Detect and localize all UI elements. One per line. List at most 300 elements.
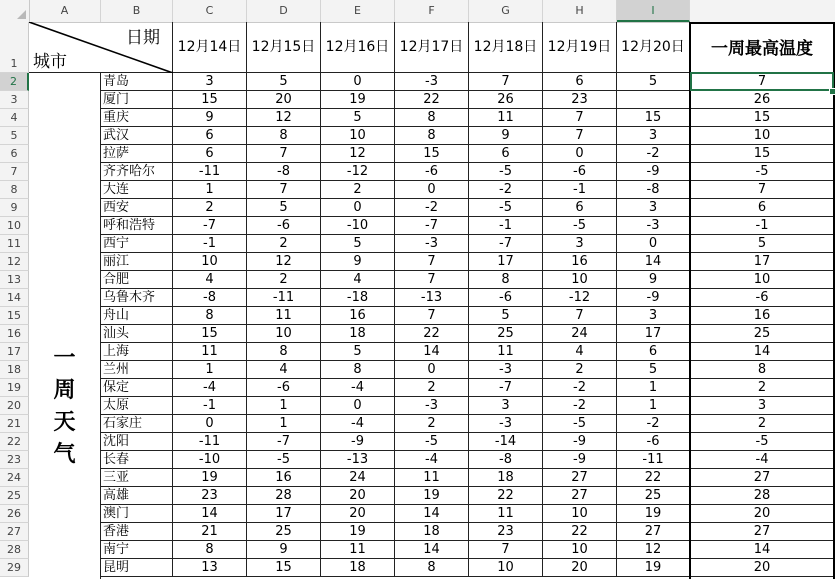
- column-header-d[interactable]: D: [247, 0, 321, 22]
- temperature-cell[interactable]: -3: [395, 397, 469, 415]
- temperature-cell[interactable]: 10: [543, 541, 617, 559]
- temperature-cell[interactable]: 6: [617, 343, 690, 361]
- temperature-cell[interactable]: 15: [395, 145, 469, 163]
- temperature-cell[interactable]: 4: [543, 343, 617, 361]
- temperature-cell[interactable]: 19: [321, 91, 395, 109]
- temperature-cell[interactable]: 10: [469, 559, 543, 577]
- temperature-cell[interactable]: 23: [469, 523, 543, 541]
- temperature-cell[interactable]: 0: [321, 73, 395, 91]
- temperature-cell[interactable]: 8: [395, 559, 469, 577]
- temperature-cell[interactable]: -4: [395, 451, 469, 469]
- row-header-18[interactable]: 18: [0, 361, 29, 379]
- weekly-max-cell[interactable]: 15: [690, 145, 835, 163]
- temperature-cell[interactable]: 15: [173, 91, 247, 109]
- temperature-cell[interactable]: -1: [173, 397, 247, 415]
- temperature-cell[interactable]: -11: [173, 163, 247, 181]
- temperature-cell[interactable]: -6: [543, 163, 617, 181]
- weekly-max-cell[interactable]: 14: [690, 343, 835, 361]
- weekly-max-cell[interactable]: 2: [690, 415, 835, 433]
- temperature-cell[interactable]: -14: [469, 433, 543, 451]
- weekly-max-cell[interactable]: 20: [690, 505, 835, 523]
- row-header-29[interactable]: 29: [0, 559, 29, 577]
- temperature-cell[interactable]: 14: [395, 541, 469, 559]
- city-cell[interactable]: 石家庄: [101, 415, 173, 433]
- date-header-6[interactable]: 12月19日: [543, 22, 617, 73]
- temperature-cell[interactable]: 4: [247, 361, 321, 379]
- date-header-1[interactable]: 12月14日: [173, 22, 247, 73]
- temperature-cell[interactable]: 12: [247, 253, 321, 271]
- temperature-cell[interactable]: 0: [395, 361, 469, 379]
- row-header-15[interactable]: 15: [0, 307, 29, 325]
- select-all-corner[interactable]: [0, 0, 30, 22]
- temperature-cell[interactable]: 5: [617, 73, 690, 91]
- temperature-cell[interactable]: 6: [543, 73, 617, 91]
- temperature-cell[interactable]: 16: [321, 307, 395, 325]
- city-cell[interactable]: 兰州: [101, 361, 173, 379]
- temperature-cell[interactable]: 10: [321, 127, 395, 145]
- temperature-cell[interactable]: 10: [543, 271, 617, 289]
- temperature-cell[interactable]: 14: [617, 253, 690, 271]
- city-cell[interactable]: 乌鲁木齐: [101, 289, 173, 307]
- temperature-cell[interactable]: -4: [173, 379, 247, 397]
- temperature-cell[interactable]: 6: [173, 145, 247, 163]
- city-cell[interactable]: 合肥: [101, 271, 173, 289]
- temperature-cell[interactable]: 1: [247, 415, 321, 433]
- city-cell[interactable]: 太原: [101, 397, 173, 415]
- temperature-cell[interactable]: 11: [469, 343, 543, 361]
- temperature-cell[interactable]: -6: [247, 379, 321, 397]
- temperature-cell[interactable]: 0: [617, 235, 690, 253]
- temperature-cell[interactable]: 2: [543, 361, 617, 379]
- temperature-cell[interactable]: 6: [543, 199, 617, 217]
- temperature-cell[interactable]: -6: [469, 289, 543, 307]
- temperature-cell[interactable]: -7: [469, 379, 543, 397]
- weekly-max-cell[interactable]: 25: [690, 325, 835, 343]
- weekly-max-cell[interactable]: 2: [690, 379, 835, 397]
- temperature-cell[interactable]: 11: [469, 109, 543, 127]
- temperature-cell[interactable]: 6: [173, 127, 247, 145]
- temperature-cell[interactable]: -3: [469, 415, 543, 433]
- row-header-5[interactable]: 5: [0, 127, 29, 145]
- weekly-max-cell[interactable]: 20: [690, 559, 835, 577]
- temperature-cell[interactable]: 10: [173, 253, 247, 271]
- temperature-cell[interactable]: -9: [321, 433, 395, 451]
- temperature-cell[interactable]: 16: [247, 469, 321, 487]
- row-header-3[interactable]: 3: [0, 91, 29, 109]
- row-header-10[interactable]: 10: [0, 217, 29, 235]
- column-header-g[interactable]: G: [469, 0, 543, 22]
- weekly-max-cell[interactable]: 10: [690, 271, 835, 289]
- temperature-cell[interactable]: 5: [321, 343, 395, 361]
- temperature-cell[interactable]: -3: [617, 217, 690, 235]
- temperature-cell[interactable]: 22: [395, 91, 469, 109]
- temperature-cell[interactable]: -5: [543, 415, 617, 433]
- temperature-cell[interactable]: 24: [543, 325, 617, 343]
- temperature-cell[interactable]: 18: [321, 559, 395, 577]
- weekly-weather-merged-cell[interactable]: [29, 73, 101, 579]
- temperature-cell[interactable]: -7: [173, 217, 247, 235]
- city-cell[interactable]: 大连: [101, 181, 173, 199]
- temperature-cell[interactable]: 8: [247, 127, 321, 145]
- temperature-cell[interactable]: 19: [173, 469, 247, 487]
- temperature-cell[interactable]: 0: [321, 397, 395, 415]
- temperature-cell[interactable]: -11: [173, 433, 247, 451]
- city-cell[interactable]: 昆明: [101, 559, 173, 577]
- temperature-cell[interactable]: -8: [617, 181, 690, 199]
- weekly-max-cell[interactable]: 6: [690, 199, 835, 217]
- temperature-cell[interactable]: -10: [321, 217, 395, 235]
- temperature-cell[interactable]: -6: [617, 433, 690, 451]
- weekly-max-cell[interactable]: 8: [690, 361, 835, 379]
- temperature-cell[interactable]: 17: [247, 505, 321, 523]
- temperature-cell[interactable]: 8: [321, 361, 395, 379]
- row-header-19[interactable]: 19: [0, 379, 29, 397]
- weekly-max-cell[interactable]: -5: [690, 433, 835, 451]
- temperature-cell[interactable]: 2: [247, 235, 321, 253]
- temperature-cell[interactable]: 3: [469, 397, 543, 415]
- city-cell[interactable]: 齐齐哈尔: [101, 163, 173, 181]
- weekly-max-cell[interactable]: 26: [690, 91, 835, 109]
- temperature-cell[interactable]: 23: [173, 487, 247, 505]
- temperature-cell[interactable]: 7: [543, 109, 617, 127]
- temperature-cell[interactable]: [617, 91, 690, 109]
- temperature-cell[interactable]: -13: [395, 289, 469, 307]
- temperature-cell[interactable]: 7: [395, 253, 469, 271]
- row-header-28[interactable]: 28: [0, 541, 29, 559]
- weekly-max-cell[interactable]: 7: [690, 73, 835, 91]
- column-header-a[interactable]: A: [29, 0, 101, 22]
- city-cell[interactable]: 保定: [101, 379, 173, 397]
- temperature-cell[interactable]: 5: [617, 361, 690, 379]
- temperature-cell[interactable]: 15: [617, 109, 690, 127]
- column-header-c[interactable]: C: [173, 0, 247, 22]
- row-header-25[interactable]: 25: [0, 487, 29, 505]
- temperature-cell[interactable]: 22: [395, 325, 469, 343]
- temperature-cell[interactable]: 24: [321, 469, 395, 487]
- date-header-5[interactable]: 12月18日: [469, 22, 543, 73]
- row-header-16[interactable]: 16: [0, 325, 29, 343]
- city-cell[interactable]: 武汉: [101, 127, 173, 145]
- temperature-cell[interactable]: 3: [617, 199, 690, 217]
- weekly-max-cell[interactable]: 5: [690, 235, 835, 253]
- temperature-cell[interactable]: 7: [543, 307, 617, 325]
- weekly-max-cell[interactable]: 7: [690, 181, 835, 199]
- city-cell[interactable]: 西宁: [101, 235, 173, 253]
- temperature-cell[interactable]: 27: [543, 469, 617, 487]
- temperature-cell[interactable]: 20: [247, 91, 321, 109]
- temperature-cell[interactable]: 3: [173, 73, 247, 91]
- temperature-cell[interactable]: 25: [469, 325, 543, 343]
- row-header-2[interactable]: 2: [0, 73, 29, 91]
- temperature-cell[interactable]: 2: [395, 379, 469, 397]
- date-header-7[interactable]: 12月20日: [617, 22, 690, 73]
- temperature-cell[interactable]: -4: [321, 415, 395, 433]
- weekly-max-header[interactable]: 一周最高温度: [690, 22, 835, 73]
- temperature-cell[interactable]: 13: [173, 559, 247, 577]
- weekly-max-cell[interactable]: 15: [690, 109, 835, 127]
- weekly-max-cell[interactable]: -5: [690, 163, 835, 181]
- city-cell[interactable]: 汕头: [101, 325, 173, 343]
- temperature-cell[interactable]: 27: [543, 487, 617, 505]
- temperature-cell[interactable]: -1: [173, 235, 247, 253]
- row-header-8[interactable]: 8: [0, 181, 29, 199]
- weekly-max-cell[interactable]: -1: [690, 217, 835, 235]
- temperature-cell[interactable]: 5: [321, 109, 395, 127]
- temperature-cell[interactable]: 28: [247, 487, 321, 505]
- temperature-cell[interactable]: 7: [543, 127, 617, 145]
- temperature-cell[interactable]: -3: [395, 73, 469, 91]
- temperature-cell[interactable]: -5: [469, 163, 543, 181]
- temperature-cell[interactable]: -7: [247, 433, 321, 451]
- temperature-cell[interactable]: -3: [395, 235, 469, 253]
- temperature-cell[interactable]: 8: [395, 109, 469, 127]
- temperature-cell[interactable]: 8: [469, 271, 543, 289]
- row-header-23[interactable]: 23: [0, 451, 29, 469]
- row-header-27[interactable]: 27: [0, 523, 29, 541]
- temperature-cell[interactable]: 8: [395, 127, 469, 145]
- temperature-cell[interactable]: 7: [395, 271, 469, 289]
- weekly-max-cell[interactable]: -6: [690, 289, 835, 307]
- row-header-14[interactable]: 14: [0, 289, 29, 307]
- temperature-cell[interactable]: 1: [173, 181, 247, 199]
- weekly-max-cell[interactable]: 14: [690, 541, 835, 559]
- temperature-cell[interactable]: 0: [543, 145, 617, 163]
- temperature-cell[interactable]: 0: [173, 415, 247, 433]
- temperature-cell[interactable]: 18: [469, 469, 543, 487]
- temperature-cell[interactable]: 20: [321, 505, 395, 523]
- temperature-cell[interactable]: 11: [247, 307, 321, 325]
- temperature-cell[interactable]: 11: [173, 343, 247, 361]
- temperature-cell[interactable]: 9: [247, 541, 321, 559]
- temperature-cell[interactable]: -12: [543, 289, 617, 307]
- temperature-cell[interactable]: -4: [321, 379, 395, 397]
- city-cell[interactable]: 香港: [101, 523, 173, 541]
- temperature-cell[interactable]: 1: [617, 397, 690, 415]
- temperature-cell[interactable]: -8: [247, 163, 321, 181]
- temperature-cell[interactable]: 7: [247, 145, 321, 163]
- row-header-21[interactable]: 21: [0, 415, 29, 433]
- temperature-cell[interactable]: 15: [247, 559, 321, 577]
- temperature-cell[interactable]: 22: [543, 523, 617, 541]
- temperature-cell[interactable]: 19: [321, 523, 395, 541]
- city-cell[interactable]: 三亚: [101, 469, 173, 487]
- temperature-cell[interactable]: 11: [395, 469, 469, 487]
- temperature-cell[interactable]: -9: [617, 163, 690, 181]
- temperature-cell[interactable]: -10: [173, 451, 247, 469]
- temperature-cell[interactable]: 20: [321, 487, 395, 505]
- temperature-cell[interactable]: 4: [173, 271, 247, 289]
- row-header-7[interactable]: 7: [0, 163, 29, 181]
- row-header-12[interactable]: 12: [0, 253, 29, 271]
- temperature-cell[interactable]: 1: [173, 361, 247, 379]
- temperature-cell[interactable]: 10: [543, 505, 617, 523]
- temperature-cell[interactable]: 2: [321, 181, 395, 199]
- temperature-cell[interactable]: 12: [617, 541, 690, 559]
- temperature-cell[interactable]: -7: [395, 217, 469, 235]
- temperature-cell[interactable]: 7: [469, 73, 543, 91]
- row-header-22[interactable]: 22: [0, 433, 29, 451]
- diagonal-header-cell[interactable]: [29, 22, 173, 73]
- temperature-cell[interactable]: -1: [543, 181, 617, 199]
- row-header-17[interactable]: 17: [0, 343, 29, 361]
- temperature-cell[interactable]: 3: [617, 127, 690, 145]
- temperature-cell[interactable]: -9: [543, 433, 617, 451]
- temperature-cell[interactable]: -5: [395, 433, 469, 451]
- row-header-1[interactable]: 1: [0, 22, 29, 73]
- temperature-cell[interactable]: 22: [617, 469, 690, 487]
- column-header-i[interactable]: I: [617, 0, 690, 22]
- weekly-max-cell[interactable]: 10: [690, 127, 835, 145]
- temperature-cell[interactable]: 18: [321, 325, 395, 343]
- temperature-cell[interactable]: -1: [469, 217, 543, 235]
- city-cell[interactable]: 重庆: [101, 109, 173, 127]
- temperature-cell[interactable]: -9: [543, 451, 617, 469]
- temperature-cell[interactable]: 1: [617, 379, 690, 397]
- column-header-f[interactable]: F: [395, 0, 469, 22]
- temperature-cell[interactable]: 7: [469, 541, 543, 559]
- temperature-cell[interactable]: 27: [617, 523, 690, 541]
- temperature-cell[interactable]: -9: [617, 289, 690, 307]
- temperature-cell[interactable]: -2: [469, 181, 543, 199]
- temperature-cell[interactable]: 9: [173, 109, 247, 127]
- temperature-cell[interactable]: 9: [617, 271, 690, 289]
- weekly-max-cell[interactable]: 28: [690, 487, 835, 505]
- city-cell[interactable]: 高雄: [101, 487, 173, 505]
- temperature-cell[interactable]: 10: [247, 325, 321, 343]
- temperature-cell[interactable]: -5: [247, 451, 321, 469]
- city-cell[interactable]: 长春: [101, 451, 173, 469]
- temperature-cell[interactable]: 5: [247, 73, 321, 91]
- temperature-cell[interactable]: 12: [247, 109, 321, 127]
- weekly-max-cell[interactable]: 17: [690, 253, 835, 271]
- temperature-cell[interactable]: -2: [543, 379, 617, 397]
- temperature-cell[interactable]: 3: [617, 307, 690, 325]
- row-header-13[interactable]: 13: [0, 271, 29, 289]
- column-header-h[interactable]: H: [543, 0, 617, 22]
- temperature-cell[interactable]: 0: [395, 181, 469, 199]
- temperature-cell[interactable]: 20: [543, 559, 617, 577]
- temperature-cell[interactable]: -18: [321, 289, 395, 307]
- temperature-cell[interactable]: 19: [617, 505, 690, 523]
- column-header-e[interactable]: E: [321, 0, 395, 22]
- temperature-cell[interactable]: 14: [395, 505, 469, 523]
- city-cell[interactable]: 沈阳: [101, 433, 173, 451]
- temperature-cell[interactable]: -5: [469, 199, 543, 217]
- temperature-cell[interactable]: 8: [247, 343, 321, 361]
- temperature-cell[interactable]: 18: [395, 523, 469, 541]
- temperature-cell[interactable]: -3: [469, 361, 543, 379]
- column-header-b[interactable]: B: [101, 0, 173, 22]
- fill-handle[interactable]: [829, 88, 835, 95]
- temperature-cell[interactable]: 0: [321, 199, 395, 217]
- date-header-4[interactable]: 12月17日: [395, 22, 469, 73]
- city-cell[interactable]: 呼和浩特: [101, 217, 173, 235]
- date-header-3[interactable]: 12月16日: [321, 22, 395, 73]
- temperature-cell[interactable]: 7: [395, 307, 469, 325]
- temperature-cell[interactable]: 19: [617, 559, 690, 577]
- temperature-cell[interactable]: -12: [321, 163, 395, 181]
- weekly-max-cell[interactable]: 3: [690, 397, 835, 415]
- temperature-cell[interactable]: 2: [173, 199, 247, 217]
- temperature-cell[interactable]: 16: [543, 253, 617, 271]
- temperature-cell[interactable]: 6: [469, 145, 543, 163]
- temperature-cell[interactable]: -11: [617, 451, 690, 469]
- temperature-cell[interactable]: 17: [617, 325, 690, 343]
- temperature-cell[interactable]: -8: [173, 289, 247, 307]
- temperature-cell[interactable]: 9: [469, 127, 543, 145]
- temperature-cell[interactable]: 19: [395, 487, 469, 505]
- row-header-11[interactable]: 11: [0, 235, 29, 253]
- temperature-cell[interactable]: -6: [247, 217, 321, 235]
- row-header-20[interactable]: 20: [0, 397, 29, 415]
- temperature-cell[interactable]: -11: [247, 289, 321, 307]
- temperature-cell[interactable]: 14: [395, 343, 469, 361]
- temperature-cell[interactable]: 25: [247, 523, 321, 541]
- city-cell[interactable]: 南宁: [101, 541, 173, 559]
- temperature-cell[interactable]: 5: [321, 235, 395, 253]
- row-header-26[interactable]: 26: [0, 505, 29, 523]
- temperature-cell[interactable]: 26: [469, 91, 543, 109]
- temperature-cell[interactable]: 8: [173, 307, 247, 325]
- temperature-cell[interactable]: 2: [247, 271, 321, 289]
- temperature-cell[interactable]: 7: [247, 181, 321, 199]
- temperature-cell[interactable]: 11: [469, 505, 543, 523]
- city-cell[interactable]: 舟山: [101, 307, 173, 325]
- weekly-max-cell[interactable]: 27: [690, 523, 835, 541]
- city-cell[interactable]: 丽江: [101, 253, 173, 271]
- weekly-max-cell[interactable]: 27: [690, 469, 835, 487]
- row-header-6[interactable]: 6: [0, 145, 29, 163]
- temperature-cell[interactable]: -8: [469, 451, 543, 469]
- temperature-cell[interactable]: -2: [543, 397, 617, 415]
- temperature-cell[interactable]: 23: [543, 91, 617, 109]
- city-cell[interactable]: 西安: [101, 199, 173, 217]
- temperature-cell[interactable]: 15: [173, 325, 247, 343]
- temperature-cell[interactable]: 17: [469, 253, 543, 271]
- temperature-cell[interactable]: -2: [617, 415, 690, 433]
- temperature-cell[interactable]: 9: [321, 253, 395, 271]
- date-header-2[interactable]: 12月15日: [247, 22, 321, 73]
- temperature-cell[interactable]: 11: [321, 541, 395, 559]
- city-cell[interactable]: 上海: [101, 343, 173, 361]
- temperature-cell[interactable]: 5: [469, 307, 543, 325]
- row-header-4[interactable]: 4: [0, 109, 29, 127]
- weekly-max-cell[interactable]: 16: [690, 307, 835, 325]
- weekly-max-cell[interactable]: -4: [690, 451, 835, 469]
- city-cell[interactable]: 澳门: [101, 505, 173, 523]
- temperature-cell[interactable]: 22: [469, 487, 543, 505]
- temperature-cell[interactable]: -6: [395, 163, 469, 181]
- row-header-9[interactable]: 9: [0, 199, 29, 217]
- temperature-cell[interactable]: 8: [173, 541, 247, 559]
- temperature-cell[interactable]: -13: [321, 451, 395, 469]
- temperature-cell[interactable]: 4: [321, 271, 395, 289]
- temperature-cell[interactable]: -2: [395, 199, 469, 217]
- temperature-cell[interactable]: -5: [543, 217, 617, 235]
- temperature-cell[interactable]: -2: [617, 145, 690, 163]
- temperature-cell[interactable]: 5: [247, 199, 321, 217]
- temperature-cell[interactable]: -7: [469, 235, 543, 253]
- row-header-24[interactable]: 24: [0, 469, 29, 487]
- temperature-cell[interactable]: 2: [395, 415, 469, 433]
- city-cell[interactable]: 厦门: [101, 91, 173, 109]
- temperature-cell[interactable]: 3: [543, 235, 617, 253]
- city-cell[interactable]: 青岛: [101, 73, 173, 91]
- temperature-cell[interactable]: 21: [173, 523, 247, 541]
- temperature-cell[interactable]: 12: [321, 145, 395, 163]
- temperature-cell[interactable]: 25: [617, 487, 690, 505]
- temperature-cell[interactable]: 1: [247, 397, 321, 415]
